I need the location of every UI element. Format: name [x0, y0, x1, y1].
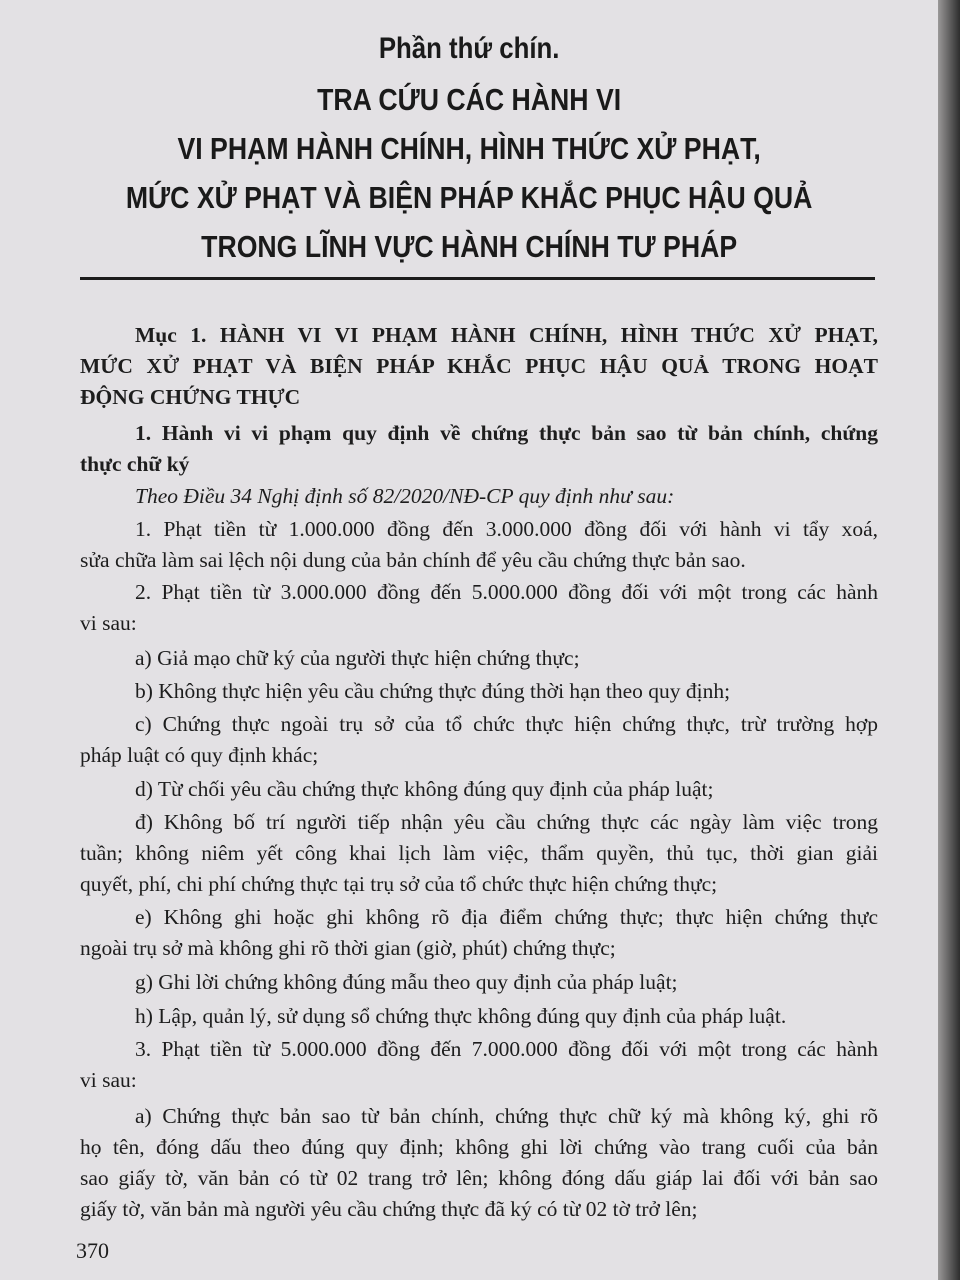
clause-3-item-a-line-2: họ tên, đóng dấu theo đúng quy định; không ghi lời chứng vào trang cuối của bản	[80, 1135, 878, 1159]
clause-2-item-dd-line-3: quyết, phí, chi phí chứng thực tại trụ sở của tổ chức thực hiện chứng thực;	[80, 872, 718, 896]
clause-2-item-b: b) Không thực hiện yêu cầu chứng thực đúng thời hạn theo quy định;	[135, 679, 731, 703]
clause-2-item-e-line-1: e) Không ghi hoặc ghi không rõ địa điểm chứng thực; thực hiện chứng thực	[135, 905, 878, 929]
section-heading-line-1: Mục 1. HÀNH VI VI PHẠM HÀNH CHÍNH, HÌNH THỨC XỬ PHẠT,	[135, 323, 878, 347]
clause-2-item-h: h) Lập, quản lý, sử dụng sổ chứng thực không đúng quy định của pháp luật.	[135, 1004, 787, 1028]
clause-1-line-1: 1. Phạt tiền từ 1.000.000 đồng đến 3.000.000 đồng đối với hành vi tẩy xoá,	[135, 517, 878, 541]
book-spine-edge	[938, 0, 960, 1280]
part-heading: Phần thứ chín.	[378, 32, 560, 65]
title-line-1: TRA CỨU CÁC HÀNH VI	[317, 82, 622, 117]
legal-basis: Theo Điều 34 Nghị định số 82/2020/NĐ-CP quy định như sau:	[135, 484, 675, 508]
article-heading-line-2: thực chữ ký	[80, 452, 190, 476]
clause-3-item-a-line-4: giấy tờ, văn bản mà người yêu cầu chứng thực đã ký có từ 02 tờ trở lên;	[80, 1197, 698, 1221]
clause-3-line-2: vi sau:	[80, 1068, 137, 1092]
title-line-3: MỨC XỬ PHẠT VÀ BIỆN PHÁP KHẮC PHỤC HẬU QUẢ	[125, 180, 813, 215]
clause-2-item-dd-line-1: đ) Không bố trí người tiếp nhận yêu cầu chứng thực các ngày làm việc trong	[135, 810, 878, 834]
article-heading-line-1: 1. Hành vi vi phạm quy định về chứng thực bản sao từ bản chính, chứng	[135, 421, 878, 445]
clause-2-item-c-line-1: c) Chứng thực ngoài trụ sở của tổ chức thực hiện chứng thực, trừ trường hợp	[135, 712, 878, 736]
clause-2-item-e-line-2: ngoài trụ sở mà không ghi rõ thời gian (giờ, phút) chứng thực;	[80, 936, 616, 960]
section-heading-line-3: ĐỘNG CHỨNG THỰC	[80, 385, 301, 409]
clause-2-item-dd-line-2: tuần; không niêm yết công khai lịch làm việc, thẩm quyền, thủ tục, thời gian giải	[80, 841, 878, 865]
clause-3-line-1: 3. Phạt tiền từ 5.000.000 đồng đến 7.000.000 đồng đối với một trong các hành	[135, 1037, 878, 1061]
title-line-4: TRONG LĨNH VỰC HÀNH CHÍNH TƯ PHÁP	[201, 229, 738, 264]
clause-2-item-a: a) Giả mạo chữ ký của người thực hiện chứng thực;	[135, 646, 580, 670]
clause-2-item-d: d) Từ chối yêu cầu chứng thực không đúng quy định của pháp luật;	[135, 777, 714, 801]
clause-2-line-1: 2. Phạt tiền từ 3.000.000 đồng đến 5.000.000 đồng đối với một trong các hành	[135, 580, 878, 604]
clause-2-line-2: vi sau:	[80, 611, 137, 635]
section-heading-line-2: MỨC XỬ PHẠT VÀ BIỆN PHÁP KHẮC PHỤC HẬU QUẢ TRONG HOẠT	[80, 354, 878, 378]
clause-3-item-a-line-1: a) Chứng thực bản sao từ bản chính, chứng thực chữ ký mà không ký, ghi rõ	[135, 1104, 878, 1128]
heading-divider	[80, 277, 875, 280]
title-line-2: VI PHẠM HÀNH CHÍNH, HÌNH THỨC XỬ PHẠT,	[177, 131, 761, 166]
clause-1-line-2: sửa chữa làm sai lệch nội dung của bản chính để yêu cầu chứng thực bản sao.	[80, 548, 746, 572]
clause-3-item-a-line-3: sao giấy tờ, văn bản có từ 02 trang trở lên; không đóng dấu giáp lai đối với bản sao	[80, 1166, 878, 1190]
page-number: 370	[76, 1238, 109, 1263]
clause-2-item-g: g) Ghi lời chứng không đúng mẫu theo quy định của pháp luật;	[135, 970, 678, 994]
clause-2-item-c-line-2: pháp luật có quy định khác;	[80, 743, 319, 767]
